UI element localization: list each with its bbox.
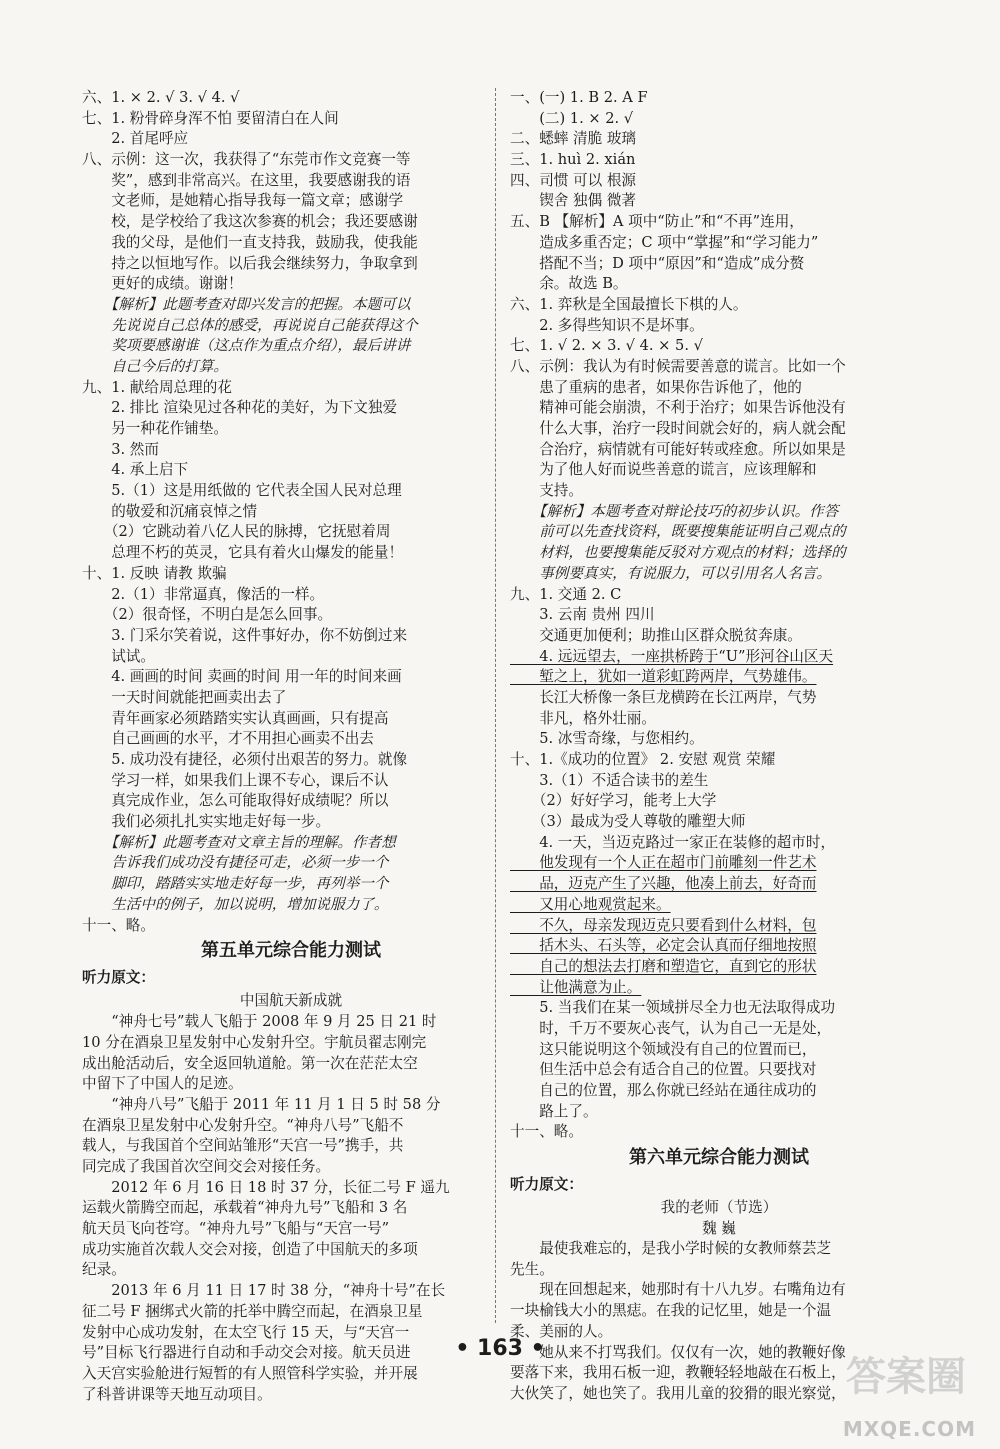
answer-line: 征二号 F 捆绑式火箭的托举中腾空而起，在酒泉卫星 (82, 1302, 423, 1320)
answer-line: 2.（1）非常逼真，像活的一样。 (82, 585, 325, 603)
passage-author: 魏 巍 (702, 1220, 736, 1238)
answer-line: 交通更加便利；助推山区群众脱贫奔康。 (510, 626, 802, 644)
answer-line: 八、示例：我认为有时候需要善意的谎言。比如一个 (510, 357, 846, 375)
answer-line: 2. 排比 渲染见过各种花的美好，为下文独爱 (82, 399, 398, 417)
answer-line: 柔、美丽的人。 (510, 1322, 613, 1340)
answer-line: 十、1. 反映 请教 欺骗 (82, 564, 227, 582)
watermark-logo (826, 1345, 976, 1441)
answer-line: 八、示例：这一次，我获得了“东莞市作文竞赛一等 (82, 151, 411, 169)
section-title: 第六单元综合能力测试 (629, 1147, 809, 1169)
underlined-answer-line: 让他满意为止。 (510, 978, 642, 996)
answer-line: 成功实施首次载人交会对接，创造了中国航天的多项 (82, 1240, 418, 1258)
answer-line: 时，千万不要灰心丧气，认为自己一无是处， (510, 1019, 832, 1037)
answer-line: 纪录。 (82, 1261, 126, 1279)
answer-line: 四、司惯 可以 根源 (510, 171, 637, 189)
answer-line: 试试。 (82, 647, 155, 665)
answer-line: 我们必须扎扎实实地走好每一步。 (82, 813, 331, 831)
answer-line: 5. 当我们在某一领域拼尽全力也无法取得成功 (510, 999, 836, 1017)
answer-line: 三、1. huì 2. xián (510, 151, 636, 169)
answer-line: 一天时间就能把画卖出去了 (82, 688, 287, 706)
answer-line: 患了重病的患者，如果你告诉他了，他的 (510, 378, 802, 396)
answer-line: 真完成作业，怎么可能取得好成绩呢？所以 (82, 792, 389, 810)
answer-line: 成出舱活动后，安全返回轨道舱。第一次在茫茫太空 (82, 1054, 418, 1072)
answer-line: 在酒泉卫星发射中心发射升空。“神舟八号”飞船不 (82, 1116, 404, 1134)
answer-line: 精神可能会崩溃，不利于治疗；如果告诉他没有 (510, 399, 846, 417)
answer-line: 2013 年 6 月 11 日 17 时 38 分，“神舟十号”在长 (82, 1282, 446, 1300)
answer-line: 一块榆钱大小的黑痣。在我的记忆里，她是一个温 (510, 1302, 832, 1320)
answer-line: 先生。 (510, 1260, 554, 1278)
watermark-url: MXQE.COM (842, 1417, 976, 1441)
analysis-line: 先说说自己总体的感受，再说说自己能获得这个 (82, 316, 418, 334)
answer-line: 4. 画画的时间 卖画的时间 用一年的时间来画 (82, 668, 402, 686)
answer-line: 更好的成绩。谢谢！ (82, 275, 243, 293)
answer-line: 了科普讲课等天地互动项目。 (82, 1385, 272, 1403)
answer-line: （3）最成为受人尊敬的雕塑大师 (510, 813, 746, 831)
column-divider (495, 88, 496, 1323)
analysis-line: 材料，也要搜集能反驳对方观点的材料；选择的 (510, 544, 846, 562)
answer-line: 3. 云南 贵州 四川 (510, 606, 655, 624)
answer-line: 合治疗，病情就有可能好转或痊愈。所以如果是 (510, 440, 846, 458)
answer-line: 学习一样，如果我们上课不专心，课后不认 (82, 771, 389, 789)
answer-line: 她从来不打骂我们。仅仅有一次，她的教鞭好像 (510, 1343, 846, 1361)
answer-line: 奖”，感到非常高兴。在这里，我要感谢我的语 (82, 171, 411, 189)
answer-line: 长江大桥像一条巨龙横跨在长江两岸，气势 (510, 688, 817, 706)
answer-line: 六、1. × 2. √ 3. √ 4. √ (82, 89, 240, 106)
answer-line: 同完成了我国首次空间交会对接任务。 (82, 1158, 331, 1175)
analysis-line: 前可以先查找资料，既要搜集能证明自己观点的 (510, 523, 846, 541)
underlined-answer-line: 又用心地观赏起来。 (510, 895, 671, 913)
analysis-line: 生活中的例子，加以说明，增加说服力了。 (82, 895, 389, 913)
answer-line: 入天宫实验舱进行短暂的有人照管科学实验，并开展 (82, 1364, 418, 1382)
analysis-line: 【解析】此题考查对即兴发言的把握。本题可以 (82, 295, 411, 313)
answer-line: “神舟七号”载人飞船于 2008 年 9 月 25 日 21 时 (82, 1013, 437, 1031)
answer-line: 二、蟋蟀 清脆 玻璃 (510, 130, 637, 148)
answer-line: 号”目标飞行器进行自动和手动交会对接。航天员进 (82, 1344, 411, 1362)
answer-line: 2. 首尾呼应 (82, 130, 189, 148)
right-column (510, 88, 928, 1405)
analysis-line: 告诉我们成功没有捷径可走，必须一步一个 (82, 854, 389, 872)
answer-line: “神舟八号”飞船于 2011 年 11 月 1 日 5 时 58 分 (82, 1095, 441, 1113)
answer-line: 5.（1）这是用纸做的 它代表全国人民对总理 (82, 482, 402, 500)
answer-line: 2. 多得些知识不是坏事。 (510, 316, 704, 334)
answer-line: 载人，与我国首个空间站雏形“天宫一号”携手，共 (82, 1137, 404, 1155)
answer-line: 发射中心成功发射，在太空飞行 15 天，与“天宫一 (82, 1323, 410, 1341)
answer-line: 支持。 (510, 482, 583, 500)
underlined-answer-line: 堑之上，犹如一道彩虹跨两岸，气势雄伟。 (510, 668, 817, 686)
answer-line: 非凡，格外壮丽。 (510, 709, 656, 727)
answer-line: 的敬爱和沉痛哀悼之情 (82, 502, 258, 520)
answer-line: 什么大事，治疗一段时间就会好的，病人就会配 (510, 420, 846, 437)
answer-line: 但生活中总会有适合自己的位置。只要找对 (510, 1061, 817, 1079)
answer-line: 航天员飞向苍穹。“神舟九号”飞船与“天宫一号” (82, 1220, 390, 1238)
answer-line: 5. 冰雪奇缘，与您相约。 (510, 730, 704, 748)
section-title: 第五单元综合能力测试 (201, 940, 381, 962)
answer-line: （2）很奇怪，不明白是怎么回事。 (82, 606, 333, 624)
answer-line: （2）它跳动着八亿人民的脉搏，它抚慰着周 (82, 523, 391, 541)
answer-line: 校，是学校给了我这次参赛的机会；我还要感谢 (82, 213, 418, 231)
analysis-line: 事例要真实，有说服力，可以引用名人名言。 (510, 564, 832, 582)
answer-line: 自己画画的水平，才不用担心画卖不出去 (82, 730, 374, 748)
underlined-answer-line: 4. 远远望去，一座拱桥跨于“U”形河谷山区天 (510, 647, 834, 665)
answer-line: 3.（1）不适合读书的差生 (510, 771, 709, 789)
answer-line: 10 分在酒泉卫星发射中心发射升空。宇航员翟志刚完 (82, 1033, 427, 1051)
left-column (82, 88, 500, 1405)
answer-line: 5. 成功没有捷径，必须付出艰苦的努力。就像 (82, 751, 408, 768)
watermark-logo-text: 答案圈 (846, 1354, 966, 1400)
answer-line: 九、1. 献给周总理的花 (82, 378, 232, 396)
passage-title: 我的老师（节选） (660, 1199, 778, 1217)
answer-line: 十一、略。 (82, 916, 155, 934)
answer-line: 为了他人好而说些善意的谎言，应该理解和 (510, 461, 817, 479)
answer-line: 十一、略。 (510, 1123, 583, 1141)
answer-line: 另一种花作铺垫。 (82, 420, 228, 437)
underlined-answer-line: 他发现有一个人正在超市门前雕刻一件艺术 (510, 854, 817, 872)
answer-line: 锲舍 独偶 微著 (510, 192, 637, 210)
answer-line: 造成多重否定；C 项中“掌握”和“学习能力” (510, 233, 819, 251)
analysis-line: 脚印，踏踏实实地走好每一步，再列举一个 (82, 875, 389, 893)
answer-line: 七、1. 粉骨碎身浑不怕 要留清白在人间 (82, 109, 339, 127)
listening-label: 听力原文： (82, 969, 155, 987)
answer-line: 十、1.《成功的位置》 2. 安慰 观赏 荣耀 (510, 751, 776, 768)
answer-line: 搭配不当；D 项中“原因”和“造成”成分赘 (510, 254, 805, 272)
answer-line: 2012 年 6 月 16 日 18 时 37 分，长征二号 F 遥九 (82, 1178, 450, 1196)
answer-line: 现在回想起来，她那时有十八九岁。右嘴角边有 (510, 1281, 846, 1299)
underlined-answer-line: 品，迈克产生了兴趣，他凑上前去，好奇而 (510, 875, 817, 893)
analysis-line: 奖项要感谢谁（这点作为重点介绍），最后讲讲 (82, 337, 411, 355)
answer-line: 总理不朽的英灵，它具有着火山爆发的能量！ (82, 544, 404, 562)
answer-line: 自己的位置，那么你就已经站在通往成功的 (510, 1082, 817, 1099)
answer-line: (二) 1. × 2. √ (510, 109, 634, 127)
answer-line: 青年画家必须踏踏实实认真画画，只有提高 (82, 709, 389, 727)
answer-line: 4. 一天，当迈克路过一家正在装修的超市时， (510, 833, 836, 851)
answer-line: 文老师，是她精心指导我每一篇文章；感谢学 (82, 192, 404, 210)
analysis-line: 【解析】此题考查对文章主旨的理解。作者想 (82, 833, 396, 851)
answer-line: 大伙笑了，她也笑了。我用儿童的狡猾的眼光察觉， (510, 1384, 846, 1402)
answer-line: 五、B 【解析】A 项中“防止”和“不再”连用， (510, 213, 804, 231)
answer-line: 运载火箭腾空而起，承载着“神舟九号”飞船和 3 名 (82, 1199, 408, 1217)
answer-line: 我的父母，是他们一直支持我，鼓励我，使我能 (82, 233, 418, 251)
answer-line: 4. 承上启下 (82, 461, 189, 479)
answer-line: 这只能说明这个领域没有自己的位置而已， (510, 1040, 817, 1058)
answer-line: 最使我难忘的，是我小学时候的女教师蔡芸芝 (510, 1240, 832, 1258)
answer-line: 持之以恒地写作。以后我会继续努力，争取拿到 (82, 254, 418, 272)
analysis-line: 【解析】本题考查对辩论技巧的初步认识。作答 (510, 502, 839, 520)
listening-label: 听力原文： (510, 1176, 583, 1194)
answer-line: 中留下了中国人的足迹。 (82, 1075, 243, 1093)
answer-line: 余。故选 B。 (510, 275, 628, 293)
answer-line: 九、1. 交通 2. C (510, 585, 622, 603)
answer-line: 路上了。 (510, 1102, 598, 1120)
answer-line: 七、1. √ 2. × 3. √ 4. × 5. √ (510, 337, 703, 355)
answer-line: 要落下来，我用石板一迎，教鞭轻轻地敲在石板上， (510, 1364, 846, 1382)
underlined-answer-line: 不久，母亲发现迈克只要看到什么材料，包 (510, 916, 817, 934)
answer-line: 一、(一) 1. B 2. A F (510, 89, 648, 106)
underlined-answer-line: 自己的想法去打磨和塑造它，直到它的形状 (510, 957, 817, 975)
page-number: • 163 • (455, 1336, 545, 1361)
answer-line: 六、1. 弈秋是全国最擅长下棋的人。 (510, 295, 748, 313)
passage-title: 中国航天新成就 (239, 992, 343, 1010)
analysis-line: 自己今后的打算。 (82, 357, 228, 375)
answer-line: （2）好好学习，能考上大学 (510, 792, 717, 810)
answer-line: 3. 门采尔笑着说，这件事好办，你不妨倒过来 (82, 626, 408, 644)
answer-line: 3. 然而 (82, 440, 159, 458)
underlined-answer-line: 括木头、石头等，必定会认真而仔细地按照 (510, 937, 817, 955)
